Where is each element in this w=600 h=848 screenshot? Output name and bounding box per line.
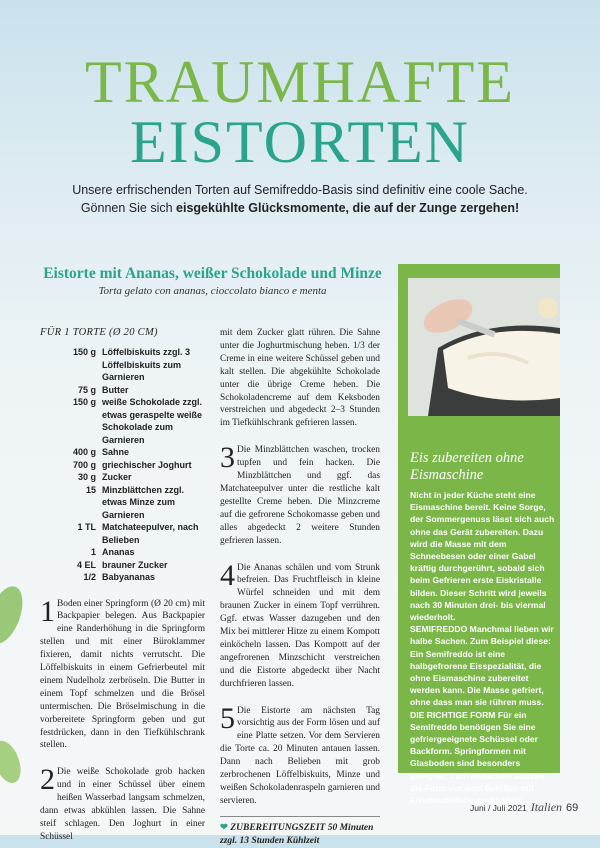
step-3	[220, 441, 380, 547]
ingredient-row	[40, 446, 205, 459]
ingredient-quantity: 150 g	[72, 347, 96, 357]
sidebar-heading-semifreddo: SEMIFREDDO	[410, 624, 468, 635]
step-number: 4	[220, 558, 235, 592]
step-text: Die Eistorte am nächsten Tag vorsichtig aus der Form lösen und auf eine Platte setzen. Vor dem Servieren die Torte ca. 20 Minuten antauen lassen. Dann nach Belieben mit grob zerbrochenen Löffelbiskuits, Minze und weißen Schokoladenraspeln garnieren und servieren.	[220, 705, 380, 806]
ingredient-quantity: 150 g	[72, 397, 96, 407]
ingredient-quantity: 75 g	[77, 384, 96, 395]
intro-line-1: Unsere erfrischenden Torten auf Semifreddo-Basis sind definitiv eine coole Sache.	[72, 183, 528, 197]
ingredients-list	[40, 346, 205, 584]
ingredient-name: Löffelbiskuits zzgl. 3 Löffelbiskuits zum Garnieren	[102, 347, 191, 382]
ingredient-row	[40, 484, 205, 522]
ingredient-name: Ananas	[102, 547, 135, 557]
ingredient-row	[40, 396, 205, 446]
sidebar-paragraph-1: Nicht in jeder Küche steht eine Eismaschine bereit. Keine Sorge, der Sommergenuss lässt sich auch ohne das Gerät zubereiten. Dazu wird die Masse mit dem Schneebesen oder einer Gabel kräftig durchgerührt, sobald sich beim Gefrieren erste Eiskristalle bilden. Dieser Schritt wird jeweils nach 30 Minuten drei- bis viermal wiederholt.	[410, 490, 555, 623]
ingredient-name: Babyananas	[102, 572, 156, 582]
ingredient-name: Matchateepulver, nach Belieben	[102, 522, 199, 545]
intro-text	[60, 181, 540, 217]
info-sidebar	[398, 264, 560, 806]
recipe-column-1	[40, 327, 205, 844]
step-text: Die Minzblättchen waschen, trocken tupfen und fein hacken. Die Minzblättchen und ggf. das Matchateepulver unter die restliche kalt gestellte Creme heben. Die Minzcreme auf die gefrorene Schokomasse geben und alles abgedeckt 2 weitere Stunden gefrieren lassen.	[220, 445, 380, 546]
ingredient-name: Minzblättchen zzgl. etwas Minze zum Garnieren	[102, 484, 184, 520]
ingredient-quantity: 400 g	[72, 447, 96, 457]
ingredient-quantity: 1/2	[83, 572, 96, 582]
step-number: 5	[220, 701, 235, 735]
sidebar-paragraph-3: Für ein Semifreddo benötigen Sie eine gefriergeeignete Schüssel oder Backform. Springformen mit Glasboden sind besonders geeignet. Zum einfachen Stürzen die Form vor dem Befüllen mit Frischhaltefolie auskleiden!	[410, 709, 545, 806]
step-number: 2	[40, 763, 55, 797]
ingredient-row	[40, 546, 205, 559]
mint-leaf-decoration	[0, 737, 26, 787]
step-text: Die Ananas schälen und vom Strunk befreien. Das Fruchtfleisch in kleine Würfel schneiden und mit dem braunen Zucker in einem Topf verrühren. Ggf. etwas Wasser dazugeben und den Mix bei mittlerer Hitze zu einem Kompott einköcheln lassen. Das Kompott auf der angefrorenen Minzschicht verstreichen und die Eistorte abgedeckt über Nacht durchfrieren lassen.	[220, 562, 380, 689]
ingredient-row	[40, 346, 205, 384]
step-text: mit dem Zucker glatt rühren. Die Sahne unter die Joghurtmischung heben. 1/3 der Creme in eine weitere Schüssel geben und kalt stellen. Die abgekühlte Schokolade unter die übrige Creme heben. Die Schokoladencreme auf dem Keksboden verstreichen und abgedeckt 2–3 Stunden im Tiefkühlschrank gefrieren lassen.	[220, 328, 380, 429]
intro-line-2	[60, 199, 540, 217]
recipe-title: Eistorte mit Ananas, weißer Schokolade und Minze	[43, 265, 382, 282]
ingredient-name: Sahne	[102, 447, 130, 457]
recipe-column-2	[220, 327, 380, 848]
step-2	[40, 763, 205, 843]
headline-line-2: EISTORTEN	[130, 109, 470, 175]
sidebar-title: Eis zubereiten ohne Eismaschine	[410, 450, 524, 483]
semifreddo-photo	[408, 278, 560, 416]
prep-time	[220, 816, 380, 848]
step-number: 1	[40, 594, 55, 628]
ingredient-name: weiße Schokolade zzgl. etwas geraspelte weiße Schokolade zum Garnieren	[102, 397, 203, 445]
intro-bold: eisgekühlte Glücksmomente, die auf der Zunge zergehen!	[176, 201, 520, 215]
step-4	[220, 558, 380, 691]
page-footer	[470, 800, 579, 815]
sidebar-paragraph-2: Manchmal lieben wir halbe Sachen. Zum Beispiel diese: Ein Semifreddo ist eine halbgefrorene Eisspezialität, die ohne Eismaschine zubereitet werden kann. Die Masse gefriert, ohne dass man sie rühren muss.	[410, 624, 554, 708]
page-number: 69	[566, 802, 579, 814]
ingredient-row	[40, 571, 205, 584]
ingredient-name: brauner Zucker	[102, 559, 168, 570]
ingredient-name: Zucker	[102, 472, 132, 482]
step-text: Boden einer Springform (Ø 20 cm) mit Backpapier belegen. Aus Backpapier eine Randerhöhung in die Springform stellen und mit einer Büroklammer fixieren, damit nichts verrutscht. Die Löffelbiskuits in einem Gefrierbeutel mit einem Nudelholz zerbröseln. Die Butter in einem Topf schmelzen und die Brösel untermischen. Die Bröselmischung in die vorbereitete Springform geben und gut festdrücken, dann in den Tiefkühlschrank stellen.	[40, 598, 205, 751]
ingredient-row	[40, 521, 205, 546]
magazine-logo: Italien	[530, 800, 563, 814]
ingredient-quantity: 30 g	[77, 472, 96, 482]
step-number: 3	[220, 441, 235, 475]
ingredient-row	[40, 384, 205, 397]
ingredient-quantity: 1 TL	[77, 522, 96, 532]
ingredient-quantity: 700 g	[72, 459, 96, 470]
ingredient-row	[40, 559, 205, 572]
recipe-subtitle: Torta gelato con ananas, cioccolato bianco e menta	[98, 285, 327, 297]
issue-date: Juni / Juli 2021	[470, 803, 527, 813]
ingredients-heading: FÜR 1 TORTE (Ø 20 CM)	[40, 327, 158, 338]
ingredient-quantity: 1	[90, 547, 96, 557]
step-text: Die weiße Schokolade grob hacken und in einer Schüssel über einem heißen Wasserbad langsam schmelzen, dann etwas abkühlen lassen. Die Sahne steif schlagen. Den Joghurt in einer Schüssel	[40, 767, 205, 842]
ingredient-name: Butter	[102, 384, 129, 395]
ingredient-name: griechischer Joghurt	[102, 459, 192, 470]
step-1	[40, 594, 205, 753]
sidebar-text	[410, 489, 556, 806]
headline-line-1: TRAUMHAFTE	[84, 49, 515, 115]
prep-time-text: ZUBEREITUNGSZEIT 50 Minuten zzgl. 13 Stunden Kühlzeit	[220, 822, 374, 846]
heart-icon: ❤	[220, 822, 228, 833]
ice-cream-photo-illustration	[408, 278, 560, 416]
sidebar-heading-form: DIE RICHTIGE FORM	[410, 709, 496, 720]
step-2-continued	[220, 327, 380, 430]
ingredient-quantity: 4 EL	[76, 559, 96, 570]
intro-plain: Gönnen Sie sich	[80, 201, 177, 215]
ingredient-row	[40, 459, 205, 472]
ingredient-quantity: 15	[85, 484, 96, 495]
ingredient-row	[40, 471, 205, 484]
mint-leaf-decoration	[0, 582, 29, 649]
step-5	[220, 701, 380, 808]
